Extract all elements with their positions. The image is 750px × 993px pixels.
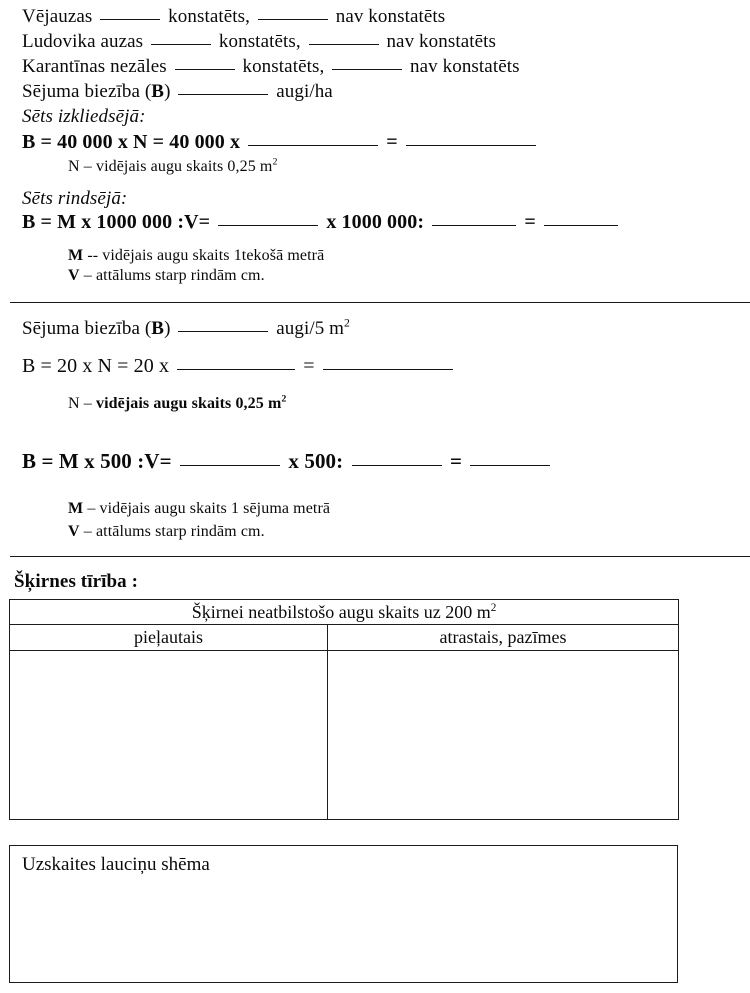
density-5m2-line	[22, 318, 350, 340]
weed-found-blank[interactable]	[151, 31, 211, 45]
drilled-note-text: vidējais augu skaits 1tekošā metrā	[102, 247, 325, 264]
drilled-small-equals: =	[449, 449, 463, 473]
purity-table	[9, 599, 679, 820]
drilled-formula-lead: B = M x 1000 000 :V=	[22, 211, 211, 233]
broadcast-note-text: vidējais augu skaits 0,25 m	[95, 158, 273, 175]
purity-span-header-text: Šķirnei neatbilstošo augu skaits uz 200 m	[191, 601, 491, 622]
purity-span-header-cell	[10, 600, 679, 625]
drilled-note-dash: --	[87, 247, 99, 264]
density-ha-label-prefix: Sējuma biezība (	[22, 81, 152, 102]
broadcast-note	[68, 156, 278, 178]
weed-not-found-label: nav konstatēts	[410, 56, 520, 77]
drilled-small-note-v	[68, 521, 265, 543]
broadcast-result-blank[interactable]	[406, 132, 536, 146]
section-divider-2	[10, 556, 750, 557]
drilled-small-note-m	[68, 498, 330, 520]
weed-not-found-blank[interactable]	[332, 56, 402, 70]
drilled-note-dash: –	[83, 267, 92, 284]
density-ha-line	[22, 81, 333, 103]
drilled-small-formula-mid: x 500:	[288, 449, 344, 473]
weed-found-label: konstatēts,	[242, 56, 325, 77]
purity-cell-pielautais[interactable]	[10, 651, 328, 820]
broadcast-small-formula-line	[22, 355, 456, 377]
drilled-formula-line	[22, 211, 621, 233]
density-ha-unit: augi/ha	[276, 81, 333, 102]
weed-found-label: konstatēts,	[218, 31, 301, 52]
broadcast-small-equals: =	[303, 355, 315, 377]
broadcast-note-dash: –	[83, 158, 92, 175]
drilled-small-note-dash: –	[83, 523, 92, 540]
table-row	[10, 651, 679, 820]
drilled-small-note-text: attālums starp rindām cm.	[95, 523, 265, 540]
density-ha-label-suffix: )	[164, 81, 171, 102]
drilled-v-blank[interactable]	[432, 212, 516, 226]
purity-cell-atrastais[interactable]	[328, 651, 679, 820]
drilled-m-blank[interactable]	[218, 212, 318, 226]
weed-check-line-vejauzas	[22, 6, 445, 28]
density-ha-value-blank[interactable]	[178, 81, 268, 95]
drilled-small-v-blank[interactable]	[180, 452, 280, 466]
drilled-result-blank[interactable]	[544, 212, 618, 226]
density-5m2-unit: augi/5 m	[276, 318, 345, 339]
broadcast-small-note-superscript: 2	[281, 393, 287, 405]
drilled-small-formula-lead: B = M x 500 :V=	[22, 449, 172, 473]
drilled-note-symbol: V	[68, 267, 80, 284]
weed-not-found-blank[interactable]	[309, 31, 379, 45]
purity-span-header-superscript: 2	[490, 601, 497, 614]
drilled-note-symbol: M	[68, 247, 84, 264]
table-column-header-row	[10, 625, 679, 651]
weed-not-found-label: nav konstatēts	[335, 6, 446, 27]
drilled-note-m	[68, 245, 324, 267]
drilled-small-note-dash: –	[87, 500, 96, 517]
density-5m2-unit-superscript: 2	[344, 316, 351, 330]
drilled-small-m-blank[interactable]	[352, 452, 442, 466]
drilled-small-note-symbol: V	[68, 523, 80, 540]
weed-found-blank[interactable]	[100, 6, 160, 20]
drilled-equals: =	[524, 211, 536, 233]
broadcast-small-note-text: vidējais augu skaits 0,25 m	[95, 395, 282, 412]
drilled-heading: Sēts rindsējā:	[22, 188, 128, 209]
broadcast-small-n-blank[interactable]	[177, 356, 295, 370]
density-5m2-value-blank[interactable]	[178, 318, 268, 332]
table-header-span-row	[10, 600, 679, 625]
broadcast-small-note	[68, 393, 286, 415]
drilled-formula-mid: x 1000 000:	[326, 211, 425, 233]
broadcast-heading: Sēts izkliedsējā:	[22, 106, 146, 127]
weed-crop-label: Vējauzas	[22, 6, 93, 27]
weed-check-line-karantinas	[22, 56, 520, 78]
weed-found-blank[interactable]	[175, 56, 235, 70]
section-divider-1	[10, 302, 750, 303]
weed-not-found-blank[interactable]	[258, 6, 328, 20]
drilled-small-note-text: vidējais augu skaits 1 sējuma metrā	[99, 500, 331, 517]
purity-column-header-atrastais: atrastais, pazīmes	[328, 625, 679, 651]
drilled-small-note-symbol: M	[68, 500, 84, 517]
drilled-note-text: attālums starp rindām cm.	[95, 267, 265, 284]
purity-column-header-pielautais: pieļautais	[10, 625, 328, 651]
scheme-box[interactable]	[9, 845, 678, 983]
broadcast-small-note-dash: –	[83, 395, 92, 412]
drilled-small-result-blank[interactable]	[470, 452, 550, 466]
broadcast-small-note-symbol: N	[68, 395, 80, 412]
weed-not-found-label: nav konstatēts	[386, 31, 497, 52]
weed-crop-label: Ludovika auzas	[22, 31, 144, 52]
density-5m2-label-suffix: )	[164, 318, 171, 339]
purity-heading: Šķirnes tīrība :	[14, 571, 139, 592]
density-ha-symbol: B	[151, 81, 165, 102]
drilled-small-formula-line	[22, 450, 553, 472]
broadcast-small-result-blank[interactable]	[323, 356, 453, 370]
broadcast-equals: =	[386, 131, 398, 153]
weed-crop-label: Karantīnas nezāles	[22, 56, 167, 77]
broadcast-note-superscript: 2	[272, 156, 278, 168]
drilled-note-v	[68, 265, 265, 287]
density-5m2-label-prefix: Sējuma biezība (	[22, 318, 152, 339]
broadcast-n-blank[interactable]	[248, 132, 378, 146]
weed-found-label: konstatēts,	[168, 6, 250, 27]
broadcast-note-symbol: N	[68, 158, 80, 175]
broadcast-formula-lead: B = 40 000 x N = 40 000 x	[22, 131, 241, 153]
scheme-label: Uzskaites lauciņu shēma	[22, 854, 210, 875]
density-5m2-symbol: B	[151, 318, 165, 339]
broadcast-formula-line	[22, 131, 539, 153]
weed-check-line-ludovika	[22, 31, 496, 53]
broadcast-small-formula-lead: B = 20 x N = 20 x	[22, 355, 170, 377]
